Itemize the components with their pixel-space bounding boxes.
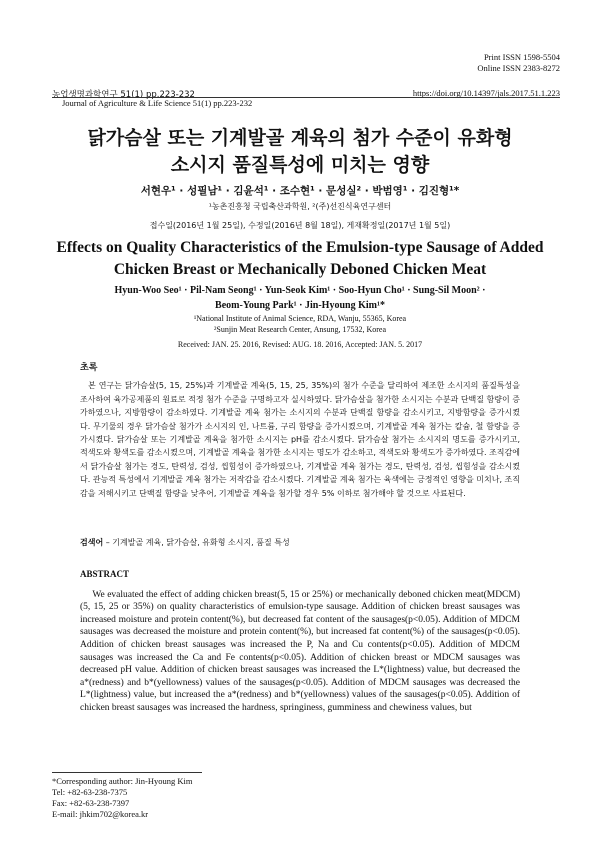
english-authors: [40, 283, 560, 313]
korean-authors: 서현우¹ · 성필남¹ · 김윤석¹ · 조수현¹ · 문성실² · 박범영¹ · 김진형¹*: [140, 185, 460, 197]
korean-title-line1: 닭가슴살 또는 기계발골 계육의 첨가 수준이 유화형: [87, 127, 513, 149]
korean-abstract-heading: 초록: [80, 363, 98, 373]
footnote-email[interactable]: E-mail: jhkim702@korea.kr: [52, 809, 149, 819]
corresponding-author: *Corresponding author: Jin-Hyoung Kim: [52, 776, 193, 786]
english-dates: Received: JAN. 25. 2016, Revised: AUG. 18. 2016, Accepted: JAN. 5. 2017: [177, 340, 423, 349]
doi-link[interactable]: https://doi.org/10.14397/jals.2017.51.1.223: [412, 88, 560, 98]
print-issn: Print ISSN 1598-5504: [483, 52, 560, 62]
korean-keywords: [80, 537, 520, 548]
footnote-fax: Fax: +82-63-238-7397: [52, 798, 130, 808]
keywords-separator: –: [105, 538, 113, 547]
english-abstract-heading: ABSTRACT: [80, 569, 130, 579]
keywords-list: 기계발골 계육, 닭가슴살, 유화형 소시지, 품질 특성: [112, 538, 290, 547]
korean-title-line2: 소시지 품질특성에 미치는 영향: [170, 154, 430, 176]
english-title-line2: Chicken Breast or Mechanically Deboned Chicken Meat: [113, 261, 487, 278]
korean-abstract-body: 본 연구는 닭가슴살(5, 15, 25%)과 기계발골 계육(5, 15, 25, 35%)의 첨가 수준을 달리하여 제조한 소시지의 품질특성을 조사하여 육가공제품의 원료로 적정 첨가 수준을 구명하고자 실시하였다. 닭가슴살을 첨가한 소시지는 수분과 단백질 함량이 증가하였으나, 지방함량이 감소하였다. 기계발골 계육 첨가는 소시지의 수분과 단백질 함량을 감소시키고, 지방함량을 증가시켰다. 무기물의 경우 닭가슴살 첨가가 소시지의 인, 나트륨, 구리 함량을 증가시켰으며, 기계발골 계육 첨가는 칼슘, 철 함량을 증가시켰다. 닭가슴살 또는 기계발골 계육을 첨가한 소시지는 pH를 감소시켰다. 닭가슴살 첨가는 소시지의 명도를 증가시키고, 적색도와 황색도를 감소시켰으며, 기계발골 계육을 첨가한 소시지는 명도가 감소하고, 적색도와 황색도가 증가하였다. 조직감에서 닭가슴살 첨가는 경도, 탄력성, 검성, 씹힘성이 증가하였으나, 기계발골 계육 첨가는 경도, 탄력성, 검성, 씹힘성을 감소시켰다. 관능적 특성에서 기계발골 계육 첨가는 저작감을 감소시켰다. 기계발골 계육 첨가는 육색에는 긍정적인 영향을 미치나, 조직감을 저해시키고 단백질 함량을 낮추어, 기계발골 계육을 첨가할 경우 5% 이하로 첨가해야 할 것으로 사료된다.: [80, 381, 520, 498]
english-title-line1: Effects on Quality Characteristics of the Emulsion-type Sausage of Added: [56, 239, 544, 256]
issn-block: [477, 52, 560, 74]
english-abstract-body: We evaluated the effect of adding chicken breast(5, 15 or 25%) or mechanically deboned chicken meat(MDCM)(5, 15, 25 or 35%) on quality characteristics of emulsion-type sausage. Addition of chicken breast sausages was increased moisture and protein content(%), but decreased fat content of the sausages(p<0.05). Addition of MDCM sausages was decreased the moisture and protein content(%), but increased fat content(%) of the sausages(p<0.05). Addition of chicken breast sausages was increased the P, Na and Cu contents(p<0.05). Addition of MDCM sausages was increased the Ca and Fe contents(p<0.05). Addition of chicken breast or MDCM sausages was decreased pH value. Addition of chicken breast sausages was increased the L*(lightness) value, but decreased the a*(redness) and b*(yellowness) values of the sausages(p<0.05). Addition of MDCM sausages was decreased the L*(lightness) value, but increased the a*(redness) and b*(yellowness) values of the sausages(p<0.05). Addition of chicken breast sausages was increased the hardness, springiness, gumminess and chewiness values, but: [80, 589, 520, 713]
korean-title: [40, 125, 560, 179]
journal-korean: 농업생명과학연구 51(1) pp.223-232: [52, 90, 195, 100]
english-affiliations: [40, 313, 560, 335]
korean-dates: 접수일(2016년 1월 25일), 수정일(2016년 8월 18일), 게재확정일(2017년 1월 5일): [149, 221, 451, 230]
keywords-label: 검색어: [80, 538, 104, 547]
korean-abstract-section: [80, 362, 520, 500]
korean-affiliation: ¹농촌진흥청 국립축산과학원, ²(주)선진식육연구센터: [208, 202, 392, 211]
english-affiliation-1: ¹National Institute of Animal Science, RDA, Wanju, 55365, Korea: [193, 314, 407, 323]
footnote-rule: [52, 772, 202, 773]
english-abstract-section: [80, 568, 520, 715]
english-affiliation-2: ²Sunjin Meat Research Center, Ansung, 17532, Korea: [213, 325, 387, 334]
journal-english: Journal of Agriculture & Life Science 51(1) pp.223-232: [62, 98, 253, 108]
english-authors-line1: Hyun-Woo Seo¹ · Pil-Nam Seong¹ · Yun-Seok Kim¹ · Soo-Hyun Cho¹ · Sung-Sil Moon² ·: [114, 285, 486, 296]
footnote-tel: Tel: +82-63-238-7375: [52, 787, 128, 797]
online-issn: Online ISSN 2383-8272: [477, 63, 560, 73]
english-title: [40, 237, 560, 281]
english-authors-line2: Beom-Young Park¹ · Jin-Hyoung Kim¹*: [215, 300, 385, 311]
footnote: [52, 776, 192, 820]
